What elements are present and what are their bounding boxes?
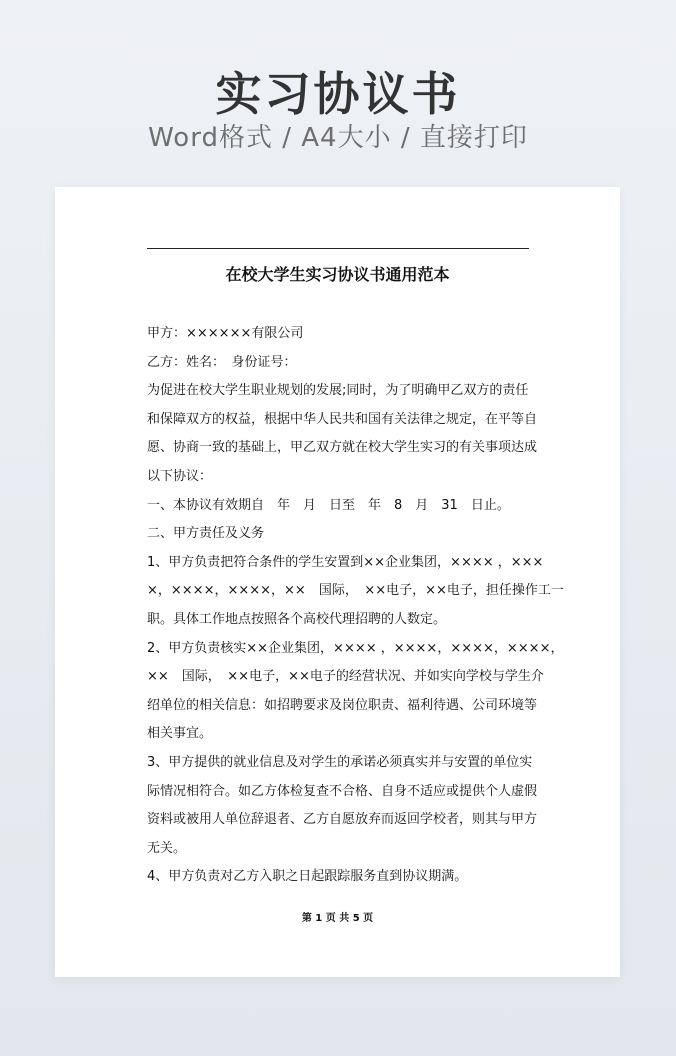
item-1-line: 职。具体工作地点按照各个高校代理招聘的人数定。 [147,611,447,627]
item-2-line: 绍单位的相关信息：如招聘要求及岗位职责、福利待遇、公司环境等 [147,697,538,713]
document-body [147,320,564,892]
preamble-line: 和保障双方的权益，根据中华人民共和国有关法律之规定，在平等自 [147,411,538,427]
item-2-line: ×× 国际， ××电子，××电子的经营状况、并如实向学校与学生介 [147,669,544,685]
document-title: 在校大学生实习协议书通用范本 [225,265,450,284]
party-b-line: 乙方：姓名： 身份证号： [147,354,297,370]
party-a-line: 甲方：××××××有限公司 [147,326,304,341]
item-4-line: 4、甲方负责对乙方入职之日起跟踪服务直到协议期满。 [147,869,468,885]
item-2-line: 2、甲方负责核实××企业集团，×××× ，××××，××××，××××， [147,640,564,656]
item-1-line: ×，××××，××××，×× 国际， ××电子，××电子，担任操作工一 [147,583,564,599]
item-3-line: 3、甲方提供的就业信息及对学生的承诺必须真实并与安置的单位实 [147,754,533,770]
section-heading-line: 二、甲方责任及义务 [147,526,265,542]
clause-1-line: 一、本协议有效期自 年 月 日至 年 8 月 31 日止。 [147,497,510,513]
preamble-line: 愿、协商一致的基础上，甲乙双方就在校大学生实习的有关事项达成 [147,440,538,456]
item-3-line: 资料或被用人单位辞退者、乙方自愿放弃而返回学校者，则其与甲方 [147,812,538,828]
page-number: 第 1 页 共 5 页 [301,913,374,924]
preamble-line: 为促进在校大学生职业规划的发展;同时，为了明确甲乙双方的责任 [147,383,529,399]
item-3-line: 际情况相符合。如乙方体检复查不合格、自身不适应或提供个人虚假 [147,783,538,799]
banner-title: 实习协议书 [215,67,461,121]
item-2-line: 相关事宜。 [147,726,213,742]
preamble-line: 以下协议： [147,468,213,484]
banner-subtitle: Word格式 / A4大小 / 直接打印 [148,123,528,153]
item-1-line: 1、甲方负责把符合条件的学生安置到××企业集团，×××× ，××× [147,554,544,570]
header-rule [147,248,529,249]
document-page [55,187,620,977]
item-3-line: 无关。 [147,840,187,856]
